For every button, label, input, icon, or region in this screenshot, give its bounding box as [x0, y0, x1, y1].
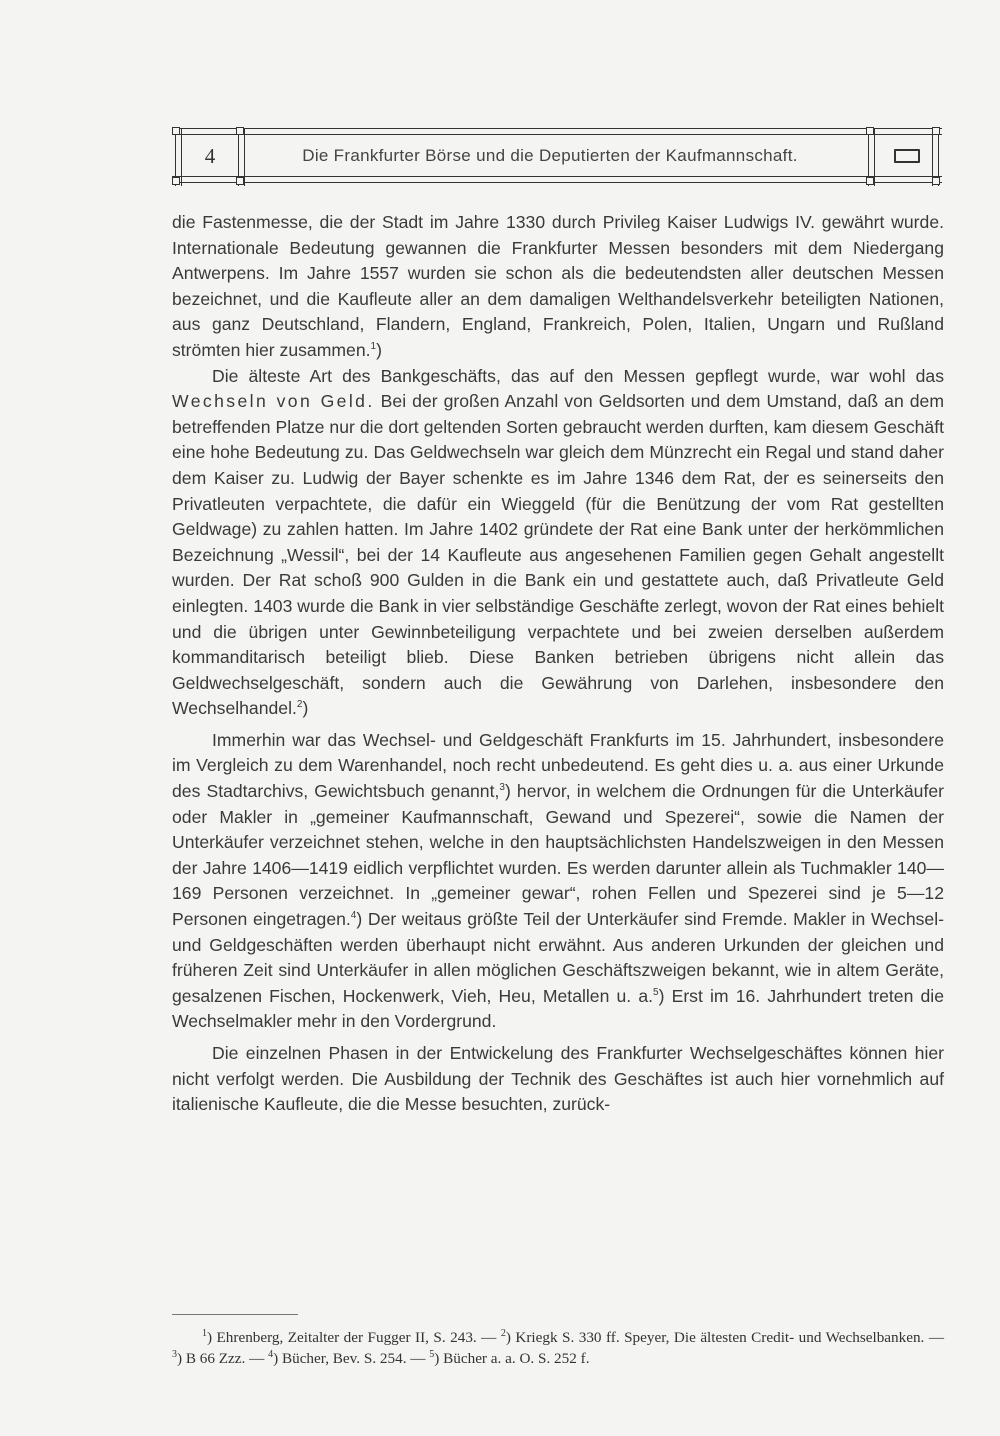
paragraph-1	[172, 210, 944, 364]
corner-square	[172, 127, 180, 135]
paragraph-1-text: die Fastenmesse, die der Stadt im Jahre 1330 durch Privileg Kaiser Ludwigs IV. gewährt wurde. Internationale Bedeutung gewannen die Frankfurter Messen besonders mit dem Niedergang Antwerpens. Im Jahre 1557 wurden sie schon als die bedeutendsten aller deutschen Messen bezeichnet, und die Kaufleute aller an dem damaligen Welthandelsverkehr beteiligten Nationen, aus ganz Deutschland, Flandern, England, Frankreich, Polen, Italien, Ungarn und Rußland strömten hier zusammen.	[172, 212, 944, 360]
corner-square	[866, 127, 874, 135]
running-title: Die Frankfurter Börse und die Deputierten der Kaufmannschaft.	[302, 146, 798, 165]
footnotes	[172, 1327, 944, 1369]
spaced-emphasis: Wechseln von Geld.	[172, 391, 375, 412]
footnote-marker: 4	[350, 910, 357, 922]
header-divider-right-inner	[874, 128, 875, 186]
footnote-number: 3	[172, 1348, 177, 1360]
footnote-5-text: ) Bücher a. a. O. S. 252 f.	[434, 1350, 590, 1367]
running-header	[172, 128, 942, 186]
footnote-number: 5	[429, 1348, 435, 1360]
corner-square	[932, 127, 940, 135]
corner-square	[172, 177, 180, 185]
header-rule-bottom-inner	[172, 176, 942, 177]
corner-square	[866, 177, 874, 185]
header-rule-top-inner	[172, 134, 942, 135]
page-number: 4	[204, 144, 216, 168]
footnote-number: 1	[202, 1327, 207, 1339]
footnote-number: 4	[268, 1348, 274, 1360]
paragraph-2-text-b: Bei der großen Anzahl von Geldsorten und dem Umstand, daß an dem betreffenden Platze nur die dort geltenden Sorten gebraucht werden durften, kam diesem Geschäft eine hohe Bedeutung zu. Das Geldwechseln war gleich dem Münzrecht ein Regal und stand daher dem Kaiser zu. Ludwig der Bayer schenkte es im Jahre 1346 dem Rat, der es seinerseits den Privatleuten verpachtete, die dafür ein Wieggeld (für die Benützung der vom Rat gestellten Geldwage) zu zahlen hatten. Im Jahre 1402 gründete der Rat eine Bank unter der herkömmlichen Bezeichnung „Wessil“, bei der 14 Kaufleute aus angesehenen Familien gegen Gehalt angestellt wurden. Der Rat schoß 900 Gulden in die Bank ein und gestattete auch, daß Privatleute Geld einlegten. 1403 wurde die Bank in vier selbständige Geschäfte zerlegt, wovon der Rat eines behielt und die übrigen unter Gewinnbeteiligung verpachtete und bei zweien derselben außerdem kommanditarisch beteiligt blieb. Diese Banken betrieben übrigens nicht allein das Geldwechselgeschäft, sondern auch die Gewährung von Darlehen, insbesondere den Wechselhandel.	[172, 391, 944, 719]
corner-square	[236, 127, 244, 135]
footnote-separator	[172, 1314, 298, 1315]
paragraph-4	[172, 1041, 944, 1118]
header-divider-left-inner	[244, 128, 245, 186]
paragraph-3-text-b: ) hervor, in welchem die Ordnungen für die Unterkäufer oder Makler in „gemeiner Kaufmannschaft, Gewand und Spezerei“, sowie die Namen der Unterkäufer verzeichnet stehen, welche in den hauptsächlichsten Handelszweigen in den Messen der Jahre 1406—1419 eidlich verpflichtet wurden. Es werden darunter allein als Tuchmakler 140—169 Personen verzeichnet. In „gemeiner gewar“, rohen Fellen und Spezerei sind je 5—12 Personen eingetragen.	[172, 781, 944, 930]
paragraph-2-end: )	[302, 698, 309, 719]
corner-square	[932, 177, 940, 185]
footnote-marker: 1	[370, 341, 377, 353]
footnote-marker: 5	[653, 986, 659, 998]
paragraph-3-text-a: Immerhin war das Wechsel- und Geldgeschäft Frankfurts im 15. Jahrhundert, insbesondere im Vergleich zu dem Warenhandel, noch recht unbedeutend. Es geht dies u. a. aus einer Urkunde des Stadtarchivs, Gewichtsbuch genannt,	[172, 729, 944, 802]
footnote-4-text: ) Bücher, Bev. S. 254. —	[273, 1350, 430, 1367]
footnote-2-text: ) Kriegk S. 330 ff. Speyer, Die ältesten Credit- und Wechselbanken. —	[505, 1329, 945, 1346]
footnote-marker: 2	[296, 699, 303, 711]
footnote-block	[172, 1327, 944, 1369]
ornament-rectangle-icon	[894, 149, 920, 163]
paragraph-4-text: Die einzelnen Phasen in der Entwickelung des Frankfurter Wechselgeschäftes können hier nicht verfolgt werden. Die Ausbildung der Technik des Geschäftes ist auch hier vornehmlich auf italienische Kaufleute, die die Messe besuchten, zurück-	[172, 1043, 944, 1115]
body-text	[172, 210, 944, 1118]
paragraph-2-text-a: Die älteste Art des Bankgeschäfts, das auf den Messen gepflegt wurde, war wohl das	[212, 365, 944, 386]
paragraph-2	[172, 364, 944, 722]
header-rule-top	[172, 128, 942, 129]
header-rule-left-inner	[181, 128, 182, 186]
header-rule-bottom	[172, 182, 942, 183]
footnote-3-text: ) B 66 Zzz. —	[177, 1350, 269, 1367]
paragraph-3	[172, 728, 944, 1035]
paragraph-3-text-c: ) Der weitaus größte Teil der Unterkäufer sind Fremde. Makler in Wechsel- und Geldgeschäften werden überhaupt nicht erwähnt. Aus anderen Urkunden der gleichen und früheren Zeit sind Unterkäufer in allen möglichen Geschäftszweigen bekannt, wie in altem Geräte, gesalzenen Fischen, Hockenwerk, Vieh, Heu, Metallen u. a.	[172, 909, 944, 1006]
footnote-1-text: ) Ehrenberg, Zeitalter der Fugger II, S. 243. —	[207, 1329, 501, 1346]
corner-square	[236, 177, 244, 185]
footnote-marker: 3	[499, 782, 505, 794]
paragraph-1-end: )	[376, 339, 382, 360]
paragraph-3-text-d: ) Erst im 16. Jahrhundert treten die Wechselmakler mehr in den Vordergrund.	[172, 985, 944, 1032]
footnote-number: 2	[500, 1327, 506, 1339]
